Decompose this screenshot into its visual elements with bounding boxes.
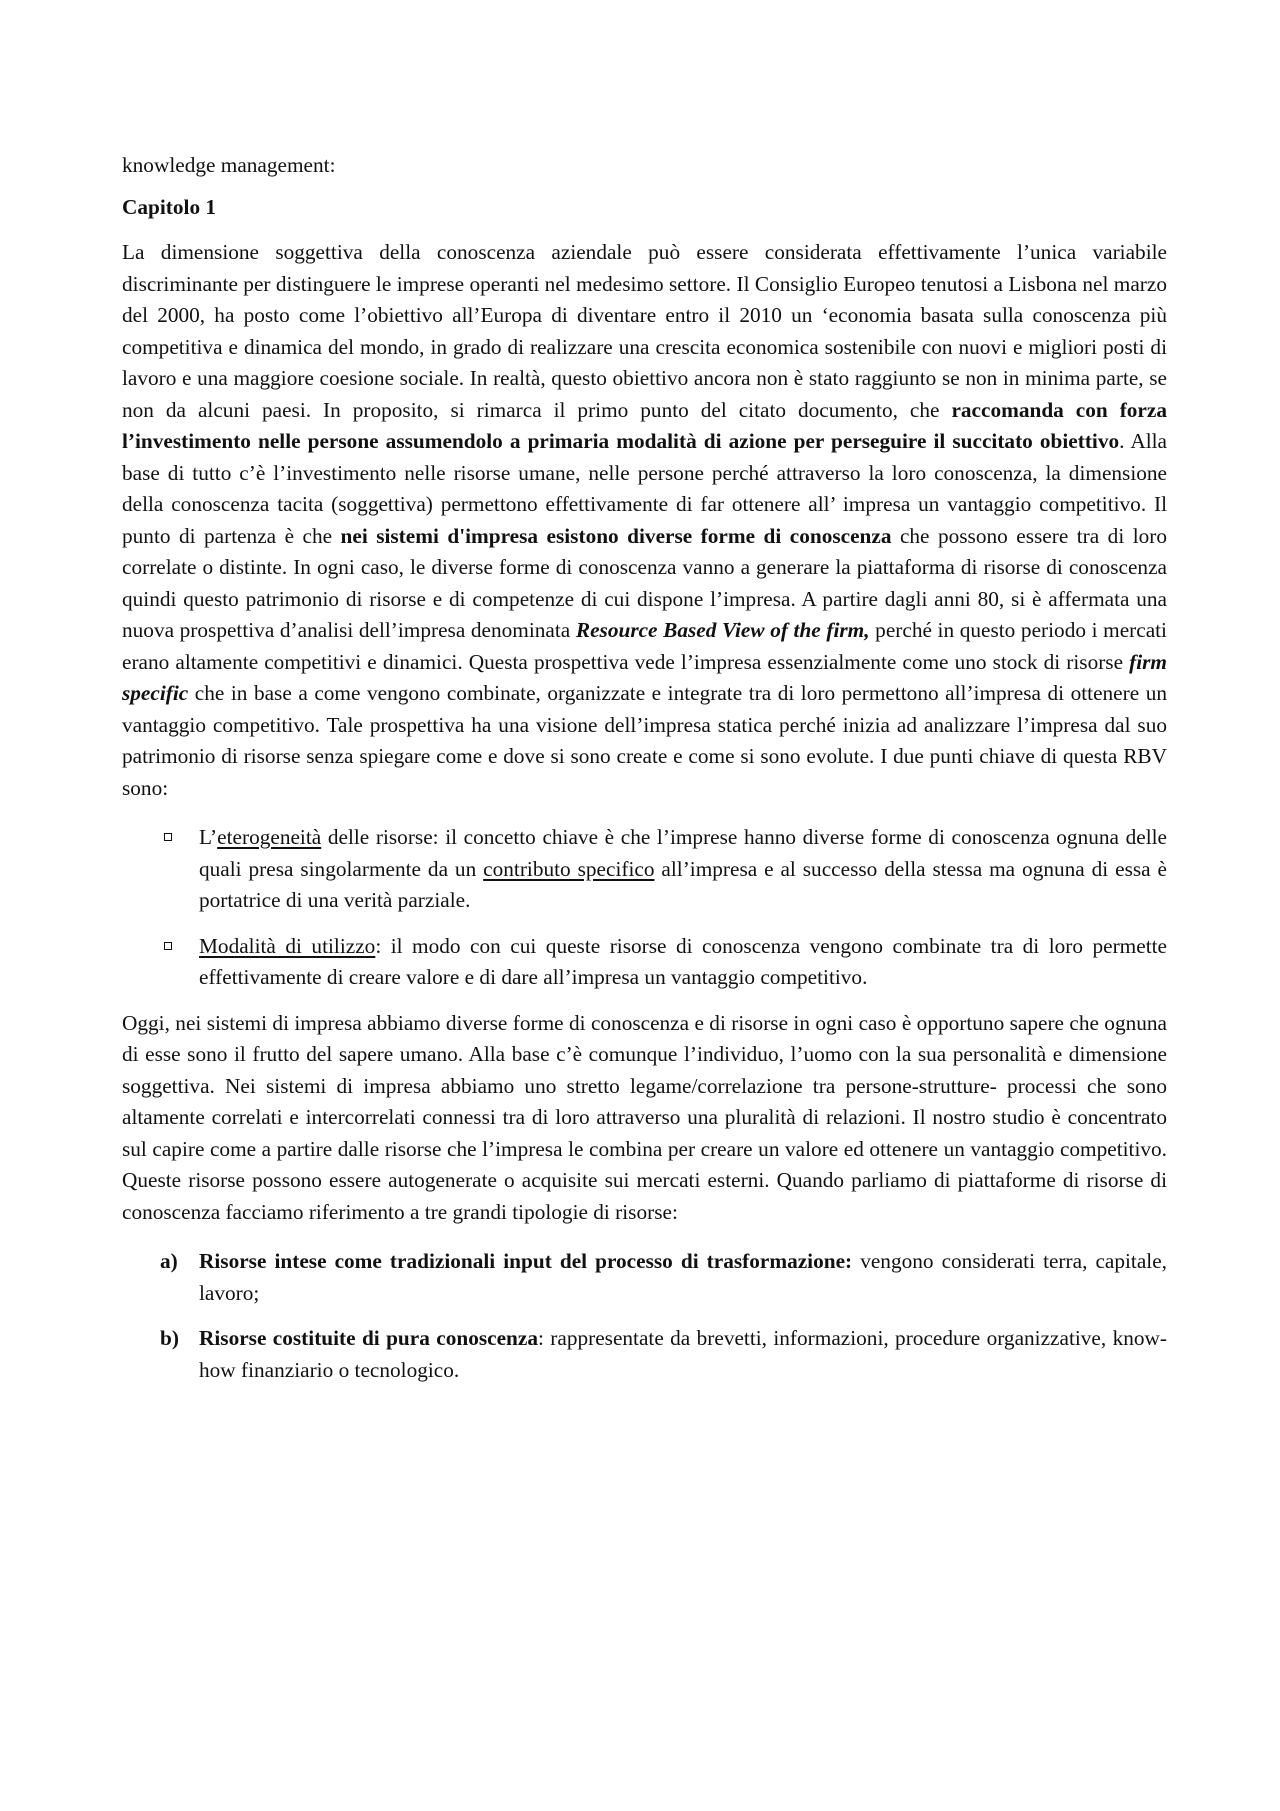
list-item	[122, 822, 1167, 917]
item-bold-title: Risorse costituite di pura conoscenza	[199, 1326, 538, 1350]
item-text: vengono considerati terra, capitale, lavoro;	[199, 1249, 1167, 1305]
p1-text-4: perché in questo periodo i mercati erano altamente competitivi e dinamici. Questa prospettiva vede l’impresa essenzialmente come uno stock di risorse	[122, 618, 1167, 674]
bullet-2-text: : il modo con cui queste risorse di conoscenza vengono combinate tra di loro permette effettivamente di creare valore e di dare all’impresa un vantaggio competitivo.	[199, 933, 1167, 989]
list-item	[122, 1323, 1167, 1386]
p1-bold-2: nei sistemi d'impresa esistono diverse forme di conoscenza	[340, 523, 892, 548]
item-label: b)	[160, 1326, 179, 1350]
intro-line: knowledge management:	[122, 153, 336, 177]
p1-text-2: . Alla base di tutto c’è l’investimento nelle risorse umane, nelle persone perché attraverso la loro conoscenza, la dimensione della conoscenza tacita (soggettiva) permettono effettivamente di far ottenere all’ impresa un vantaggio competitivo. Il punto di partenza è che	[122, 429, 1168, 548]
paragraph-1	[122, 237, 1167, 804]
p1-text-1: La dimensione soggettiva della conoscenza aziendale può essere considerata effettivamente l’unica variabile discriminante per distinguere le imprese operanti nel medesimo settore. Il Consiglio Europeo tenutosi a Lisbona nel marzo del 2000, ha posto come l’obiettivo all’Europa di diventare entro il 2010 un ‘economia basata sulla conoscenza più competitiva e dinamica del mondo, in grado di realizzare una crescita economica sostenibile con nuovi e migliori posti di lavoro e una maggiore coesione sociale. In realtà, questo obiettivo ancora non è stato raggiunto se non in minima parte, se non da alcuni paesi. In proposito, si rimarca il primo punto del citato documento, che	[122, 240, 1167, 422]
p1-text-5: che in base a come vengono combinate, organizzate e integrate tra di loro permettono all’impresa di ottenere un vantaggio competitivo. Tale prospettiva ha una visione dell’impresa statica perché inizia ad analizzare l’impresa dal suo patrimonio di risorse senza spiegare come e dove si sono create e come si sono evolute. I due punti chiave di questa RBV sono:	[122, 681, 1167, 800]
p1-text-3: che possono essere tra di loro correlate o distinte. In ogni caso, le diverse forme di conoscenza vanno a generare la piattaforma di risorse di conoscenza quindi questo patrimonio di risorse e di competenze di cui dispone l’impresa. A partire dagli anni 80, si è affermata una nuova prospettiva d’analisi dell’impresa denominata	[122, 523, 1167, 642]
paragraph-2: Oggi, nei sistemi di impresa abbiamo diverse forme di conoscenza e di risorse in ogni caso è opportuno sapere che ognuna di esse sono il frutto del sapere umano. Alla base c’è comunque l’individuo, l’uomo con la sua personalità e dimensione soggettiva. Nei sistemi di impresa abbiamo uno stretto legame/correlazione tra persone-strutture- processi che sono altamente correlati e intercorrelati connessi tra di loro attraverso una pluralità di relazioni. Il nostro studio è concentrato sul capire come a partire dalle risorse che l’impresa le combina per creare un valore ed ottenere un vantaggio competitivo. Queste risorse possono essere autogenerate o acquisite sui mercati esterni. Quando parliamo di piattaforme di risorse di conoscenza facciamo riferimento a tre grandi tipologie di risorse:	[122, 1010, 1167, 1224]
item-bold-title: Risorse intese come tradizionali input del processo di trasformazione:	[199, 1249, 853, 1273]
item-label: a)	[160, 1249, 178, 1273]
resource-types-list	[122, 1246, 1167, 1386]
bullet-1-underlined-phrase: contributo specifico	[483, 856, 655, 881]
bullet-1-end: all’impresa e al successo della stessa ma ognuna di essa è portatrice di una verità parziale.	[199, 856, 1167, 912]
key-points-list	[122, 822, 1167, 994]
document-page	[122, 150, 1167, 1400]
chapter-heading: Capitolo 1	[122, 194, 217, 219]
square-bullet-icon	[164, 833, 172, 841]
p1-bold-italic-2: firm specific	[122, 649, 1167, 705]
bullet-2-underlined-term: Modalità di utilizzo	[199, 933, 376, 958]
p1-bold-1: raccomanda con forza l’investimento nelle persone assumendolo a primaria modalità di azione per perseguire il succitato obiettivo	[122, 397, 1167, 453]
bullet-1-prefix: L’	[199, 825, 218, 849]
list-item	[122, 931, 1167, 994]
square-bullet-icon	[164, 942, 172, 950]
item-text: : rappresentate da brevetti, informazioni, procedure organizzative, know-how finanziario o tecnologico.	[199, 1326, 1167, 1382]
p1-bold-italic-1: Resource Based View of the firm,	[575, 618, 870, 642]
bullet-1-underlined-term: eterogeneità	[217, 825, 322, 849]
bullet-1-text: delle risorse: il concetto chiave è che l’imprese hanno diverse forme di conoscenza ognuna delle quali presa singolarmente da un	[199, 825, 1167, 881]
list-item	[122, 1246, 1167, 1309]
